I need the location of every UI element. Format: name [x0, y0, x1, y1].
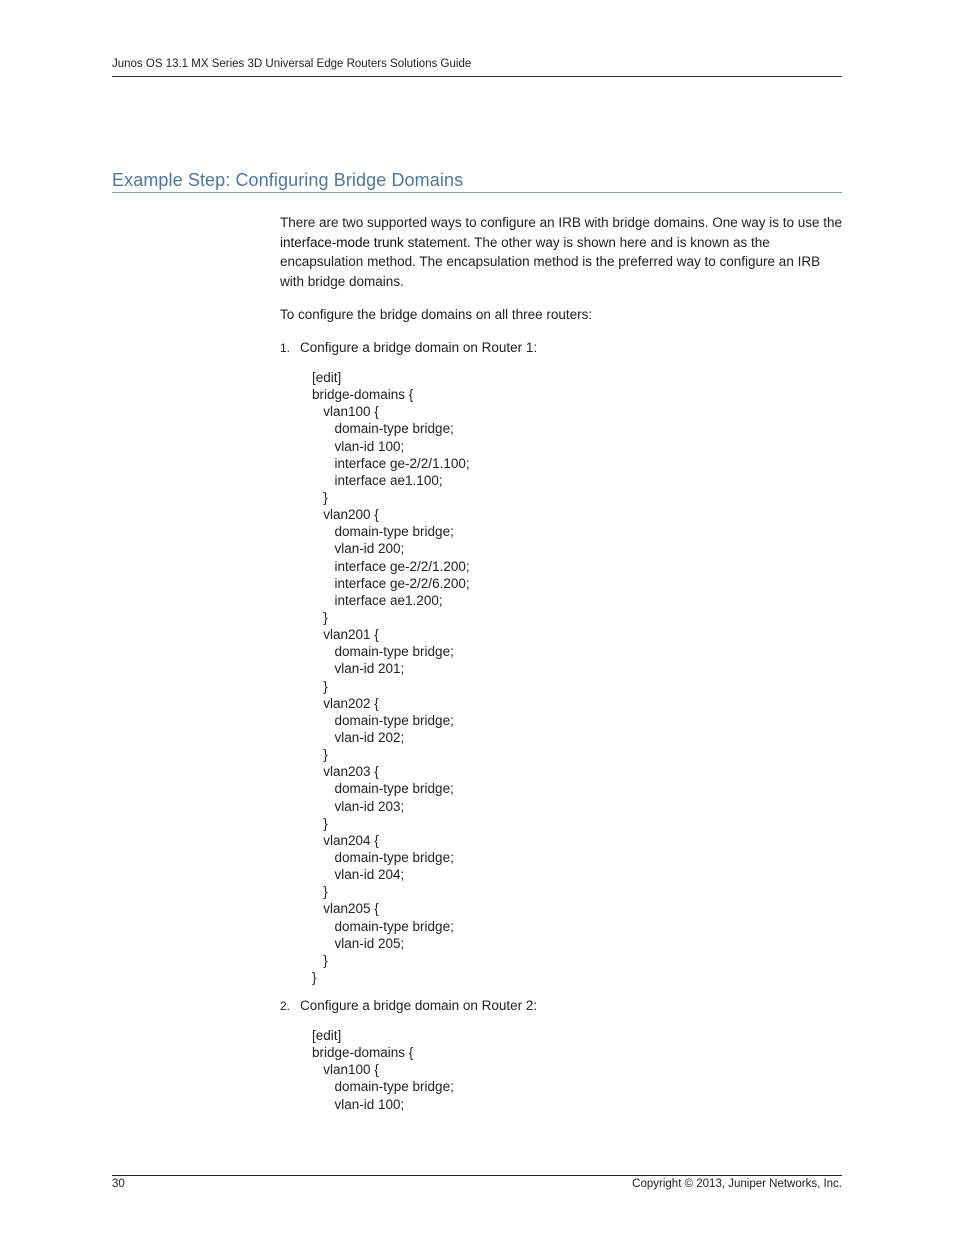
code-line: domain-type bridge; — [312, 781, 454, 797]
code-line: } — [312, 815, 328, 831]
code-line: vlan-id 100; — [312, 438, 405, 454]
code-line: vlan203 { — [312, 764, 379, 780]
code-line: } — [312, 489, 328, 505]
code-line: vlan-id 204; — [312, 867, 405, 883]
code-line: [edit] — [312, 370, 342, 385]
code-line: vlan-id 201; — [312, 661, 405, 677]
code-line: vlan100 { — [312, 1062, 379, 1078]
code-line: vlan-id 205; — [312, 935, 405, 951]
code-line: bridge-domains { — [312, 1045, 414, 1061]
step-2-text: Configure a bridge domain on Router 2: — [300, 998, 538, 1013]
intro-text-start: There are two supported ways to configure an IRB with bridge domains. One way is to use the — [280, 215, 843, 230]
code-line: } — [312, 884, 328, 900]
code-line: vlan-id 202; — [312, 729, 405, 745]
code-line: domain-type bridge; — [312, 421, 454, 437]
code-line: vlan-id 200; — [312, 541, 405, 557]
code-line: interface ge-2/2/6.200; — [312, 575, 470, 591]
code-line: domain-type bridge; — [312, 1079, 454, 1095]
interface-mode-trunk-term: interface-mode trunk — [280, 234, 404, 250]
footer-divider — [112, 1175, 842, 1176]
code-line: domain-type bridge; — [312, 524, 454, 540]
code-line: domain-type bridge; — [312, 712, 454, 728]
step-2-number: 2. — [280, 999, 291, 1013]
code-line: } — [312, 969, 317, 985]
code-line: interface ae1.100; — [312, 472, 443, 488]
code-line: } — [312, 747, 328, 763]
code-line: } — [312, 609, 328, 625]
router-2-config-code — [312, 1027, 454, 1113]
code-line: interface ge-2/2/1.200; — [312, 558, 470, 574]
code-line: bridge-domains { — [312, 387, 414, 403]
intro-paragraph — [280, 213, 845, 291]
code-line: interface ge-2/2/1.100; — [312, 455, 470, 471]
router-1-config-code — [312, 369, 470, 986]
code-line: vlan-id 100; — [312, 1096, 405, 1112]
procedure-intro: To configure the bridge domains on all three routers: — [280, 307, 593, 322]
code-line: interface ae1.200; — [312, 592, 443, 608]
section-title: Example Step: Configuring Bridge Domains — [112, 170, 464, 190]
code-line: vlan201 { — [312, 627, 379, 643]
running-header: Junos OS 13.1 MX Series 3D Universal Edge Routers Solutions Guide — [112, 58, 472, 70]
step-1-number: 1. — [280, 341, 291, 355]
code-line: domain-type bridge; — [312, 849, 454, 865]
code-line: vlan-id 203; — [312, 798, 405, 814]
header-divider — [112, 76, 842, 77]
page-number: 30 — [112, 1178, 125, 1190]
code-line: } — [312, 678, 328, 694]
copyright-notice: Copyright © 2013, Juniper Networks, Inc. — [632, 1178, 842, 1190]
code-line: vlan204 { — [312, 832, 379, 848]
code-line: vlan100 { — [312, 404, 379, 420]
code-line: domain-type bridge; — [312, 644, 454, 660]
code-line: vlan202 { — [312, 695, 379, 711]
code-line: vlan205 { — [312, 901, 379, 917]
section-title-underline — [112, 192, 842, 193]
code-line: [edit] — [312, 1028, 342, 1043]
step-1-text: Configure a bridge domain on Router 1: — [300, 340, 538, 355]
code-line: domain-type bridge; — [312, 918, 454, 934]
code-line: } — [312, 952, 328, 968]
code-line: vlan200 { — [312, 507, 379, 523]
intro-text-end: statement. The other way is shown here and is known as the encapsulation method. The encapsulation method is the preferred way to configure an IRB with bridge domains. — [280, 234, 821, 289]
